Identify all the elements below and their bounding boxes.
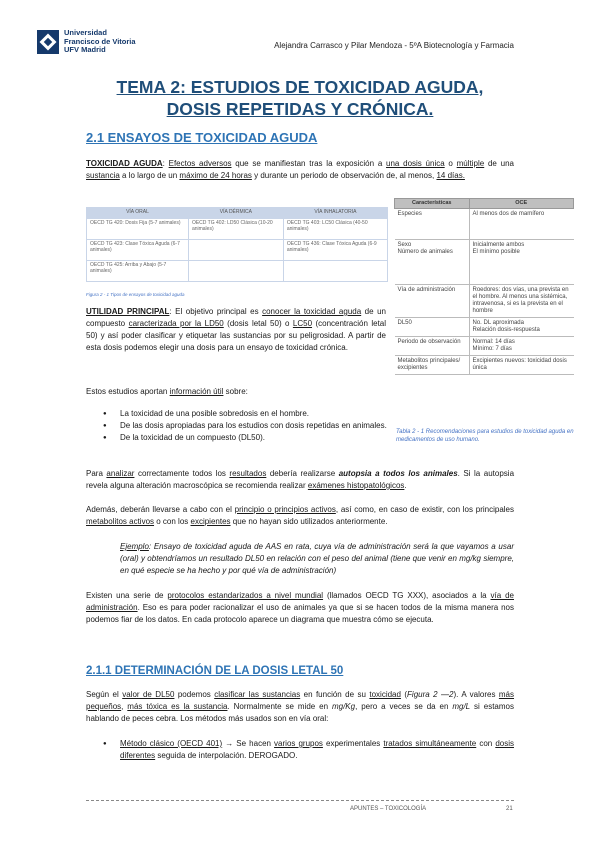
- text: si estamos hablando de peces cebra. Los métodos más usados son en vía oral:: [86, 702, 514, 723]
- table-caption: Tabla 2 - 1 Recomendaciones para estudios de toxicidad aguda en medicamentos de uso humano.: [396, 429, 574, 443]
- term: analizar: [106, 469, 135, 478]
- term: máximo de 24 horas: [179, 171, 252, 180]
- table-cell: Inicialmente ambos El mínimo posible: [469, 240, 574, 285]
- logo-line: Francisco de Vitoria: [64, 36, 136, 46]
- text: .: [404, 481, 407, 490]
- text: . Normalmente se mide en: [227, 702, 332, 711]
- term: exámenes histopatológicos: [307, 481, 405, 490]
- footer-divider: [86, 800, 514, 801]
- term-toxicidad-aguda: TOXICIDAD AGUDA: [86, 159, 163, 168]
- table-row: [395, 209, 574, 240]
- paragraph-dl50: [86, 689, 514, 725]
- term: más tóxica es la sustancia: [127, 702, 228, 711]
- term: dosis diferentes: [120, 739, 514, 760]
- table-cell: Periodo de observación: [395, 337, 470, 356]
- paragraph-aportan: [86, 386, 386, 398]
- term: información útil: [169, 387, 224, 396]
- section-heading-2-1-1: 2.1.1 DETERMINACIÓN DE LA DOSIS LETAL 50: [86, 665, 344, 677]
- term: varios grupos: [274, 739, 323, 748]
- table-cell: Normal: 14 días Mínimo: 7 días: [469, 337, 574, 356]
- table-cell: Especies: [395, 209, 470, 240]
- term: 14 días.: [436, 171, 465, 180]
- text: de un compuesto: [86, 307, 386, 328]
- text: Estos estudios aportan: [86, 387, 170, 396]
- term: Efectos adversos: [168, 159, 232, 168]
- column-header: VÍA ORAL: [87, 208, 189, 219]
- term: conocer la toxicidad aguda: [262, 307, 362, 316]
- text: :: [162, 159, 169, 168]
- table-row: [87, 261, 388, 282]
- text: Existen una serie de: [86, 591, 168, 600]
- term: una dosis única: [386, 159, 445, 168]
- text: (llamados OECD TG XXX), asociados a la: [323, 591, 491, 600]
- title-line-2: DOSIS REPETIDAS Y CRÓNICA.: [166, 99, 434, 119]
- column-header: Características: [395, 199, 470, 209]
- text: (concentración letal 50) y así poder clasificar y etiquetar las sustancias por su peligrosidad. A partir de esta dosis podemos elegir una dosis para un ensayo de toxicidad crónica.: [86, 319, 387, 352]
- bullet-list-methods: [120, 738, 514, 762]
- term-utilidad: UTILIDAD PRINCIPAL: [86, 307, 170, 316]
- text: que no hayan sido utilizados anteriormente.: [230, 517, 388, 526]
- table-cell: Vía de administración: [395, 285, 470, 318]
- table-cell: [188, 261, 283, 282]
- text: o con los: [154, 517, 191, 526]
- university-logo-text: [64, 29, 136, 55]
- text: Según el: [86, 690, 123, 699]
- table-cell: OECD TG 403: LC50 Clásica (40-50 animales): [283, 219, 387, 240]
- list-item: [120, 738, 514, 762]
- university-logo-icon: [37, 30, 59, 54]
- text: podemos: [174, 690, 215, 699]
- table-cell: OECD TG 402: LD50 Clásica (10-20 animales): [188, 219, 283, 240]
- text: experimentales: [322, 739, 384, 748]
- text: . Si la autopsia revela alguna alteración macroscópica se recomienda realizar: [86, 469, 515, 490]
- table-cell: Metabolitos principales/ excipientes: [395, 356, 470, 375]
- text: Para: [86, 469, 107, 478]
- text: seguida de interpolación. DEROGADO.: [155, 751, 298, 760]
- text: , pero a veces se da en: [355, 702, 453, 711]
- text: correctamente todos los: [134, 469, 230, 478]
- text: , así como, en caso de existir, con los principales: [335, 505, 514, 514]
- list-item: ● De las dosis apropiadas para los estudios con dosis repetidas en animales.: [120, 420, 390, 432]
- term: clasificar las sustancias: [214, 690, 301, 699]
- list-item: ● La toxicidad de una posible sobredosis en el hombre.: [120, 408, 390, 420]
- term: caracterizada por la LD50: [128, 319, 224, 328]
- table-row: [395, 285, 574, 318]
- text: . Eso es para poder racionalizar el uso de animales ya que si se hacen todos de la misma manera nos podemos fiar de los datos. En cada protocolo aparece un diagrama que muestra cómo se ejecuta.: [86, 603, 514, 624]
- term: excipientes: [190, 517, 231, 526]
- unit: mg/L: [452, 702, 471, 711]
- term: LC50: [292, 319, 313, 328]
- paragraph-ademas: [86, 504, 514, 528]
- term: más pequeños: [86, 690, 515, 711]
- text: a lo largo de un: [119, 171, 180, 180]
- term: sustancia: [86, 171, 120, 180]
- text: debería realizarse: [266, 469, 339, 478]
- text: de una: [484, 159, 514, 168]
- title-line-1: TEMA 2: ESTUDIOS DE TOXICIDAD AGUDA,: [116, 77, 484, 97]
- text: que se manifiestan tras la exposición a: [231, 159, 387, 168]
- term: Método clásico (OECD 401): [120, 739, 223, 748]
- term: tratados simultáneamente: [383, 739, 477, 748]
- table-cell: OECD TG 425: Arriba y Abajo (5-7 animales): [87, 261, 189, 282]
- example-block: [120, 541, 514, 577]
- term: metabolitos activos: [86, 517, 155, 526]
- table-cell: OECD TG 420: Dosis Fija (5-7 animales): [87, 219, 189, 240]
- table-cell: No. DL aproximada Relación dosis-respuesta: [469, 318, 574, 337]
- text: ,: [121, 702, 128, 711]
- page-number: 21: [506, 806, 513, 812]
- logo-line: Universidad: [64, 28, 107, 37]
- text: (: [400, 690, 408, 699]
- bullet-list: [120, 408, 390, 444]
- term: protocolos estandarizados a nivel mundial: [167, 591, 324, 600]
- table-cell: Excipientes nuevos: toxicidad dosis única: [469, 356, 574, 375]
- text: sobre:: [223, 387, 248, 396]
- column-header: OCE: [469, 199, 574, 209]
- table-header-row: [395, 199, 574, 209]
- term: autopsia a todos los animales: [338, 469, 458, 478]
- table-cell: Al menos dos de mamífero: [469, 209, 574, 240]
- recommendations-table: [394, 198, 574, 375]
- text: o: [444, 159, 457, 168]
- table-row: [395, 337, 574, 356]
- logo-line: UFV Madrid: [64, 45, 106, 54]
- footer-label: APUNTES – TOXICOLOGÍA: [350, 806, 427, 812]
- table-row: [395, 240, 574, 285]
- figure-caption: Figura 2 - 1 Tipos de ensayos de toxicidad aguda: [86, 292, 185, 297]
- paragraph-utilidad: [86, 306, 386, 354]
- table-cell: OECD TG 423: Clase Tóxica Aguda (6-7 animales): [87, 240, 189, 261]
- section-heading-2-1: 2.1 ENSAYOS DE TOXICIDAD AGUDA: [86, 130, 318, 145]
- column-header: VÍA DÉRMICA: [188, 208, 283, 219]
- text: y durante un periodo de observación de, al menos,: [251, 171, 437, 180]
- table-cell: DL50: [395, 318, 470, 337]
- text: ). A valores: [453, 690, 499, 699]
- term: toxicidad: [369, 690, 401, 699]
- term: valor de DL50: [122, 690, 175, 699]
- table-cell: OECD TG 436: Clase Tóxica Aguda (6-9 animales): [283, 240, 387, 261]
- paragraph-analizar: [86, 468, 514, 492]
- text: con: [476, 739, 496, 748]
- list-item: ● De la toxicidad de un compuesto (DL50).: [120, 432, 390, 444]
- table-cell: Sexo Número de animales: [395, 240, 470, 285]
- table-row: [395, 318, 574, 337]
- text: : El objetivo principal es: [169, 307, 263, 316]
- text: → Se hacen: [222, 739, 275, 748]
- unit: mg/Kg: [331, 702, 356, 711]
- column-header: VÍA INHALATORIA: [283, 208, 387, 219]
- header-authors: Alejandra Carrasco y Pilar Mendoza - 5ºA Biotecnología y Farmacia: [274, 41, 514, 50]
- table-row: [395, 356, 574, 375]
- example-text: : Ensayo de toxicidad aguda de AAS en rata, cuya vía de administración será la que vayamos a usar (oral) y obtendríamos un resultado DL50 en relación con el peso del animal (tiene que venir en mg/kg siempre, en qué especie se ha hecho y por qué vía de administración): [120, 542, 514, 575]
- text: Además, deberán llevarse a cabo con el: [86, 505, 235, 514]
- paragraph-protocolos: [86, 590, 514, 626]
- table-cell: Roedores: dos vías, una prevista en el hombre. Al menos una sistémica, intravenosa, si es la prevista en el hombre: [469, 285, 574, 318]
- term: resultados: [229, 469, 267, 478]
- paragraph-toxicidad-aguda: [86, 158, 514, 182]
- page-title: [0, 76, 600, 120]
- term: principio o principios activos: [234, 505, 336, 514]
- term: vía de administración: [86, 591, 514, 612]
- term: múltiple: [456, 159, 485, 168]
- text: (dosis letal 50) o: [223, 319, 293, 328]
- table-row: [87, 219, 388, 240]
- table-cell: [188, 240, 283, 261]
- table-cell: [283, 261, 387, 282]
- table-row: [87, 240, 388, 261]
- text: en función de su: [300, 690, 370, 699]
- figure-ref: Figura 2 —2: [407, 690, 454, 699]
- table-header-row: [87, 208, 388, 219]
- example-label: Ejemplo: [120, 542, 149, 551]
- routes-table: [86, 207, 388, 282]
